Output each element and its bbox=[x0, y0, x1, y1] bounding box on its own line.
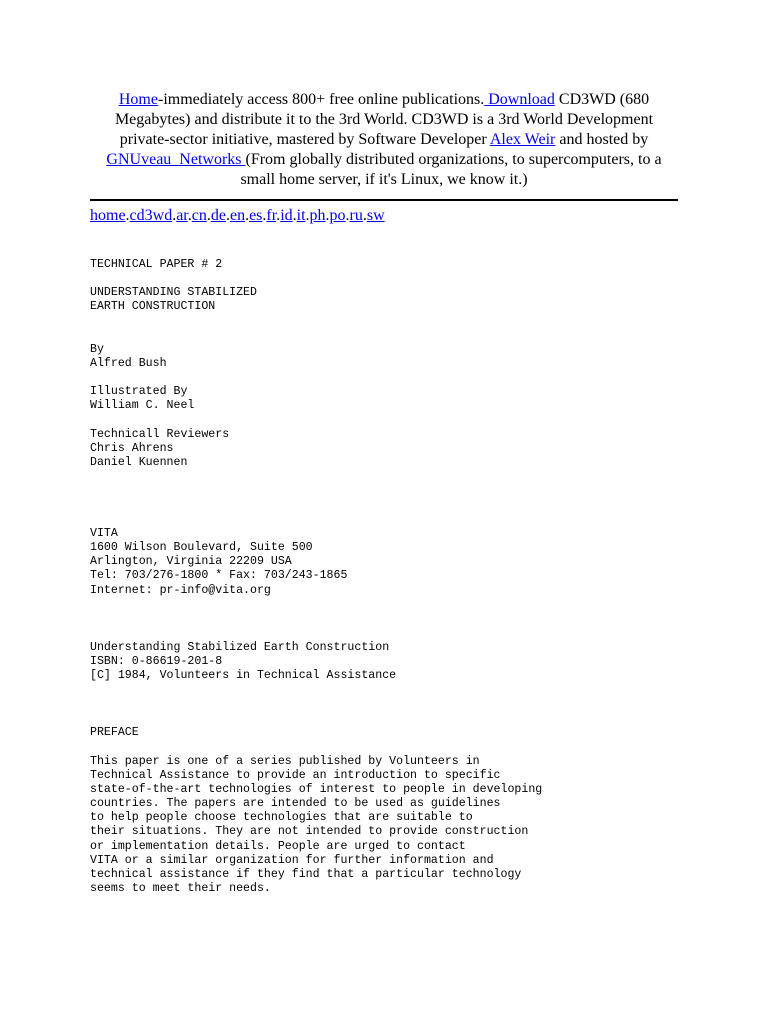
header-text-3: and hosted by bbox=[555, 131, 649, 148]
lang-link-de[interactable]: de bbox=[210, 207, 226, 224]
lang-link-cn[interactable]: cn bbox=[191, 207, 207, 224]
lang-link-fr[interactable]: fr bbox=[266, 207, 277, 224]
lang-link-home[interactable]: home bbox=[90, 207, 126, 224]
paper-number: TECHNICAL PAPER # 2 bbox=[90, 258, 223, 271]
download-link[interactable]: Download bbox=[484, 91, 555, 108]
home-link[interactable]: Home bbox=[118, 91, 158, 108]
header-text-2: CD3WD (680 Megabytes) and distribute it to the 3rd World. CD3WD is a 3rd World Development private-sector initiative, mastered by Software Developer bbox=[114, 91, 654, 148]
reviewer-name: Chris Ahrens bbox=[90, 442, 174, 455]
book-title: Understanding Stabilized Earth Construction bbox=[90, 641, 390, 654]
lang-link-ph[interactable]: ph bbox=[309, 207, 326, 224]
address-line-1: 1600 Wilson Boulevard, Suite 500 bbox=[90, 541, 313, 554]
preface-line: seems to meet their needs. bbox=[90, 882, 271, 895]
title-line-1: UNDERSTANDING STABILIZED bbox=[90, 286, 257, 299]
preface-line: countries. The papers are intended to be used as guidelines bbox=[90, 797, 501, 810]
lang-link-cd3wd[interactable]: cd3wd bbox=[129, 207, 173, 224]
phone-fax: Tel: 703/276-1800 * Fax: 703/243-1865 bbox=[90, 569, 348, 582]
lang-link-it[interactable]: it bbox=[296, 207, 306, 224]
lang-link-ar[interactable]: ar bbox=[176, 207, 188, 224]
lang-link-en[interactable]: en bbox=[229, 207, 246, 224]
address-line-2: Arlington, Virginia 22209 USA bbox=[90, 555, 292, 568]
lang-link-ru[interactable]: ru bbox=[349, 207, 363, 224]
gnuveau-networks-link[interactable]: GNUveau_Networks bbox=[106, 151, 246, 168]
by-label: By bbox=[90, 343, 104, 356]
reviewers-label: Technicall Reviewers bbox=[90, 428, 230, 441]
preface-line: This paper is one of a series published by Volunteers in bbox=[90, 755, 480, 768]
preface-line: VITA or a similar organization for further information and bbox=[90, 854, 494, 867]
preface-heading: PREFACE bbox=[90, 726, 139, 739]
preface-line: state-of-the-art technologies of interest to people in developing bbox=[90, 783, 543, 796]
internet-contact: Internet: pr-info@vita.org bbox=[90, 584, 271, 597]
lang-link-po[interactable]: po bbox=[329, 207, 346, 224]
header-divider bbox=[90, 199, 678, 201]
lang-link-es[interactable]: es bbox=[249, 207, 263, 224]
org-name: VITA bbox=[90, 527, 118, 540]
language-links: home.cd3wd.ar.cn.de.en.es.fr.id.it.ph.po.ru.sw bbox=[90, 207, 385, 224]
header-text-4: (From globally distributed organizations, to supercomputers, to a small home server, if it's Linux, we know it.) bbox=[240, 151, 662, 188]
title-line-2: EARTH CONSTRUCTION bbox=[90, 300, 216, 313]
illustrator-name: William C. Neel bbox=[90, 399, 195, 412]
reviewer-name: Daniel Kuennen bbox=[90, 456, 188, 469]
preface-line: or implementation details. People are urged to contact bbox=[90, 840, 466, 853]
author-name: Alfred Bush bbox=[90, 357, 167, 370]
illustrated-label: Illustrated By bbox=[90, 385, 188, 398]
lang-link-id[interactable]: id bbox=[280, 207, 293, 224]
alex-weir-link[interactable]: Alex Weir bbox=[489, 131, 556, 148]
preface-line: their situations. They are not intended to provide construction bbox=[90, 825, 529, 838]
preface-line: technical assistance if they find that a particular technology bbox=[90, 868, 522, 881]
site-header bbox=[90, 90, 678, 190]
preface-line: to help people choose technologies that are suitable to bbox=[90, 811, 473, 824]
isbn: ISBN: 0-86619-201-8 bbox=[90, 655, 223, 668]
preface-line: Technical Assistance to provide an introduction to specific bbox=[90, 769, 501, 782]
lang-link-sw[interactable]: sw bbox=[366, 207, 385, 224]
header-text-1: -immediately access 800+ free online publications. bbox=[157, 91, 485, 108]
copyright: [C] 1984, Volunteers in Technical Assistance bbox=[90, 669, 397, 682]
